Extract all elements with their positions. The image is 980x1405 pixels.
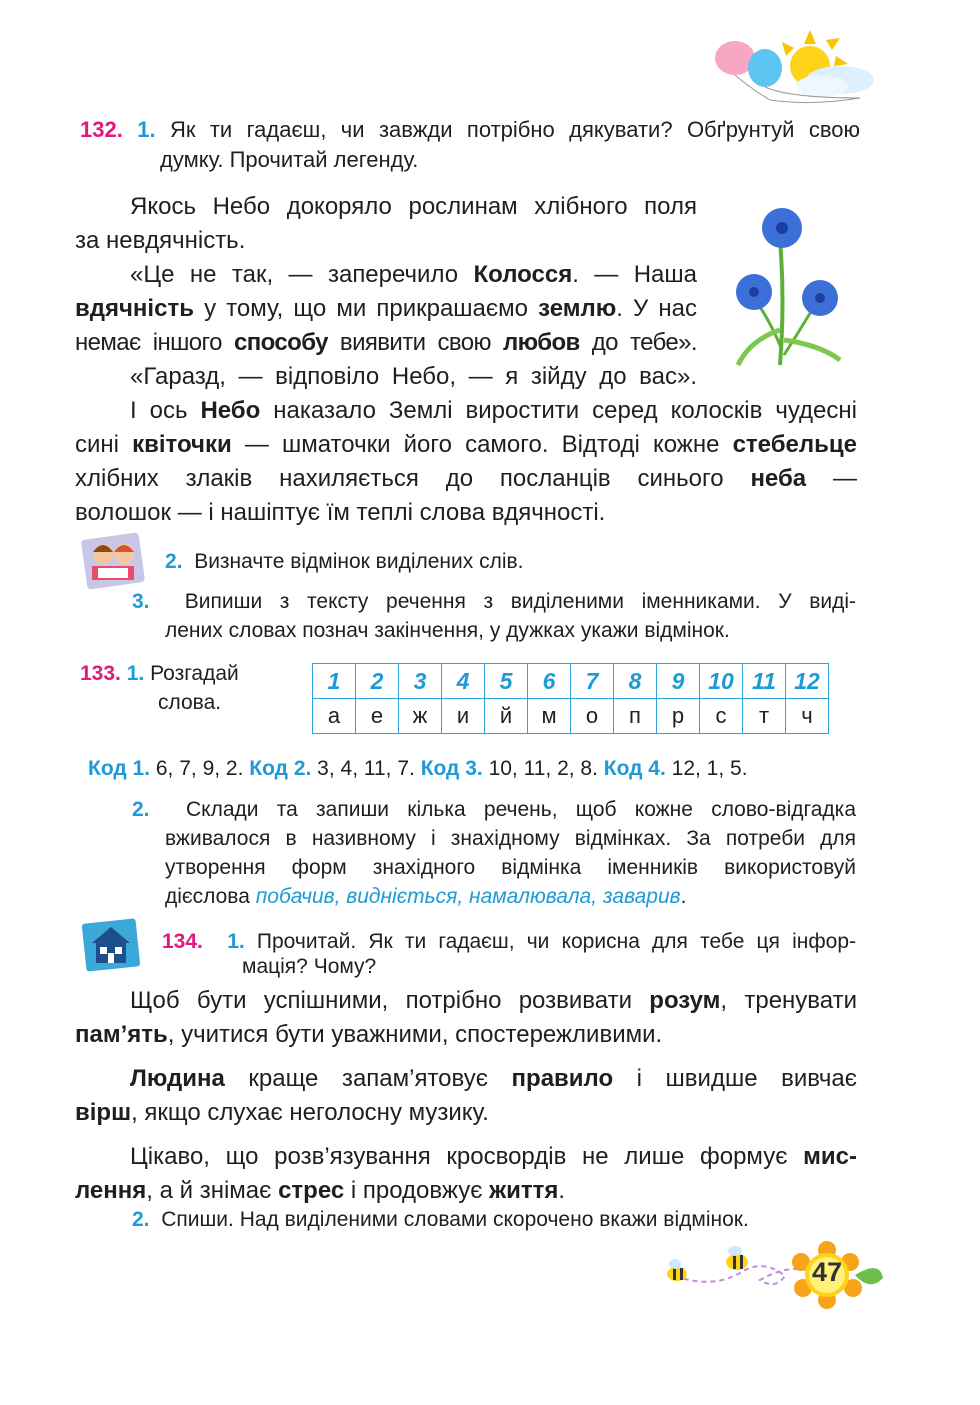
ex134-t1-l1: Щоб бути успішними, потрібно розвивати розум, тренувати — [130, 987, 857, 1014]
cipher-table — [312, 663, 829, 734]
cipher-letter-cell: с — [700, 699, 743, 734]
legend-p1-l2: за невдячність. — [75, 227, 246, 254]
ex134-q2: 2. Спиши. Над виділеними словами скорочено вкажи відмінок. — [132, 1208, 749, 1231]
cipher-number-cell: 9 — [657, 664, 700, 699]
cipher-letter-cell: ж — [399, 699, 442, 734]
cipher-number-cell: 11 — [743, 664, 786, 699]
cipher-number-cell: 2 — [356, 664, 399, 699]
ex132-q1-line1: 132. 1. Як ти гадаєш, чи завжди потрібно дякувати? Обґрунтуй свою — [80, 117, 860, 142]
cipher-number-cell: 10 — [700, 664, 743, 699]
ex134-t3-l2: лення, а й знімає стрес і продовжує життя. — [75, 1177, 566, 1204]
cipher-number-cell: 7 — [571, 664, 614, 699]
ex133-q2: 2. Склади та запиши кілька речень, щоб кожне слово-відгадка вживалося в називному і знахідному відмінках. За потреби для утворення форм знахідного відмінка іменників використовуй дієслова побачив, видніється, намалювала, заварив. — [132, 798, 856, 908]
cipher-letter-cell: о — [571, 699, 614, 734]
cipher-number-cell: 4 — [442, 664, 485, 699]
legend-p4-l1: І ось Небо наказало Землі виростити серед колосків чудесні — [130, 397, 857, 424]
ex132-q3: 3. Випиши з тексту речення з виділеними іменниками. У виді- лених словах познач закінчення, у дужках укажи відмінок. — [132, 590, 856, 642]
cornflower-icon — [730, 200, 850, 370]
cipher-letter-cell: й — [485, 699, 528, 734]
bees-flower-icon — [655, 1240, 885, 1310]
cipher-letter-cell: ч — [786, 699, 829, 734]
cipher-letter-cell: п — [614, 699, 657, 734]
cipher-letter-cell: и — [442, 699, 485, 734]
cipher-letters-row — [313, 699, 829, 734]
legend-p2-l2: вдячність у тому, що ми прикрашаємо землю. У нас — [75, 295, 697, 322]
legend-p1-l1: Якось Небо докоряло рослинам хлібного поля — [130, 193, 697, 220]
cipher-number-cell: 12 — [786, 664, 829, 699]
cipher-letter-cell: м — [528, 699, 571, 734]
cipher-letter-cell: а — [313, 699, 356, 734]
cipher-number-cell: 8 — [614, 664, 657, 699]
ex134-q1: 134. 1. Прочитай. Як ти гадаєш, чи корисна для тебе ця інфор- мація? Чому? — [162, 930, 856, 978]
legend-p3: «Гаразд, — відповіло Небо, — я зійду до вас». — [130, 363, 697, 390]
ex133-codes: Код 1. 6, 7, 9, 2. Код 2. 3, 4, 11, 7. Код 3. 10, 11, 2, 8. Код 4. 12, 1, 5. — [88, 757, 748, 780]
children-book-icon — [78, 530, 148, 592]
ex134-t2-l2: вірш, якщо слухає неголосну музику. — [75, 1099, 489, 1126]
legend-p2-l1: «Це не так, — заперечило Колосся. — Наша — [130, 261, 697, 288]
cipher-letter-cell: р — [657, 699, 700, 734]
ex133-q1: 133. 1. Розгадай слова. — [80, 662, 239, 714]
page-number: 47 — [811, 1257, 843, 1287]
ex134-t2-l1: Людина краще запам’ятовує правило і швидше вивчає — [130, 1065, 857, 1092]
legend-p4-l2: сині квіточки — шматочки його самого. Відтоді кожне стебельце — [75, 431, 857, 458]
cipher-letter-cell: т — [743, 699, 786, 734]
ex132-q1-line2: думку. Прочитай легенду. — [160, 147, 419, 172]
ex132-q2: 2. Визначте відмінок виділених слів. — [165, 550, 524, 573]
cipher-number-cell: 1 — [313, 664, 356, 699]
cipher-number-cell: 5 — [485, 664, 528, 699]
legend-part2 — [75, 394, 857, 530]
house-icon — [78, 915, 144, 975]
cipher-letter-cell: е — [356, 699, 399, 734]
ex134-text — [75, 984, 857, 1208]
cipher-number-cell: 3 — [399, 664, 442, 699]
legend-p4-l4: волошок — і нашіптує їм теплі слова вдячності. — [75, 499, 606, 526]
cipher-numbers-row — [313, 664, 829, 699]
legend-p4-l3: хлібних злаків нахиляється до посланців синього неба — — [75, 465, 857, 492]
cipher-number-cell: 6 — [528, 664, 571, 699]
balloons-sun-icon — [690, 28, 900, 108]
ex134-t1-l2: пам’ять, учитися бути уважними, спостережливими. — [75, 1021, 663, 1048]
legend-p2-l3: немає іншого способу виявити свою любов до тебе». — [75, 329, 697, 356]
legend-part1 — [75, 190, 697, 394]
ex134-t3-l1: Цікаво, що розв’язування кросвордів не лише формує мис- — [130, 1143, 857, 1170]
